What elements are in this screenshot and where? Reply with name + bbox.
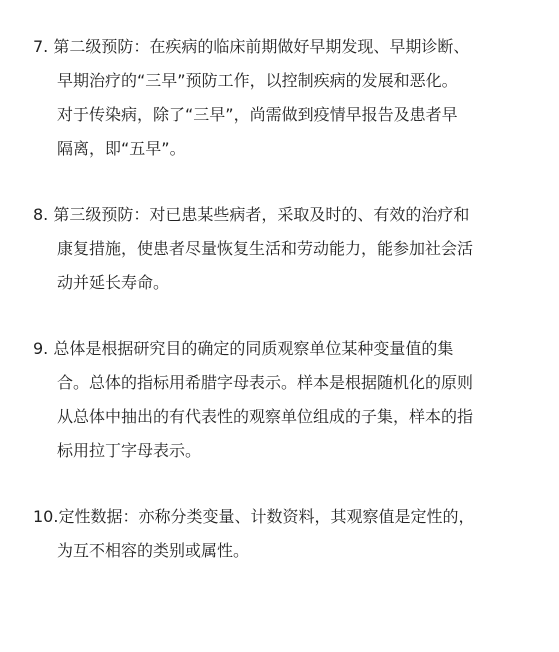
list-item-body (33, 198, 519, 300)
list-item-body (33, 30, 519, 166)
list-item-number: 7. (33, 37, 49, 56)
list-item-body (33, 332, 519, 468)
text-line: 动并延长寿命。 (57, 273, 170, 292)
list-item-number: 10. (33, 507, 59, 526)
list-item-7 (33, 30, 519, 166)
list-item-8 (33, 198, 519, 300)
text-line: 10.定性数据：亦称分类变量、计数资料，其观察值是定性的， (33, 507, 475, 526)
text-line: 对于传染病，除了“三早”，尚需做到疫情早报告及患者早 (57, 105, 458, 124)
text-line: 8. 第三级预防：对已患某些病者，采取及时的、有效的治疗和 (33, 205, 470, 224)
text-line: 康复措施，使患者尽量恢复生活和劳动能力，能参加社会活 (57, 239, 474, 258)
list-item-number: 8. (33, 205, 49, 224)
list-item-body (33, 500, 519, 568)
text-line: 早期治疗的“三早”预防工作，以控制疾病的发展和恶化。 (57, 71, 458, 90)
text-line: 9. 总体是根据研究目的确定的同质观察单位某种变量值的集 (33, 339, 454, 358)
list-item-10 (33, 500, 519, 568)
text-line: 隔离，即“五早”。 (57, 139, 186, 158)
text-line: 合。总体的指标用希腊字母表示。样本是根据随机化的原则 (57, 373, 474, 392)
list-item-number: 9. (33, 339, 49, 358)
list-item-9 (33, 332, 519, 468)
text-line: 标用拉丁字母表示。 (57, 441, 202, 460)
text-line: 为互不相容的类别或属性。 (57, 541, 250, 560)
text-line: 从总体中抽出的有代表性的观察单位组成的子集，样本的指 (57, 407, 474, 426)
text-line: 7. 第二级预防：在疾病的临床前期做好早期发现、早期诊断、 (33, 37, 470, 56)
